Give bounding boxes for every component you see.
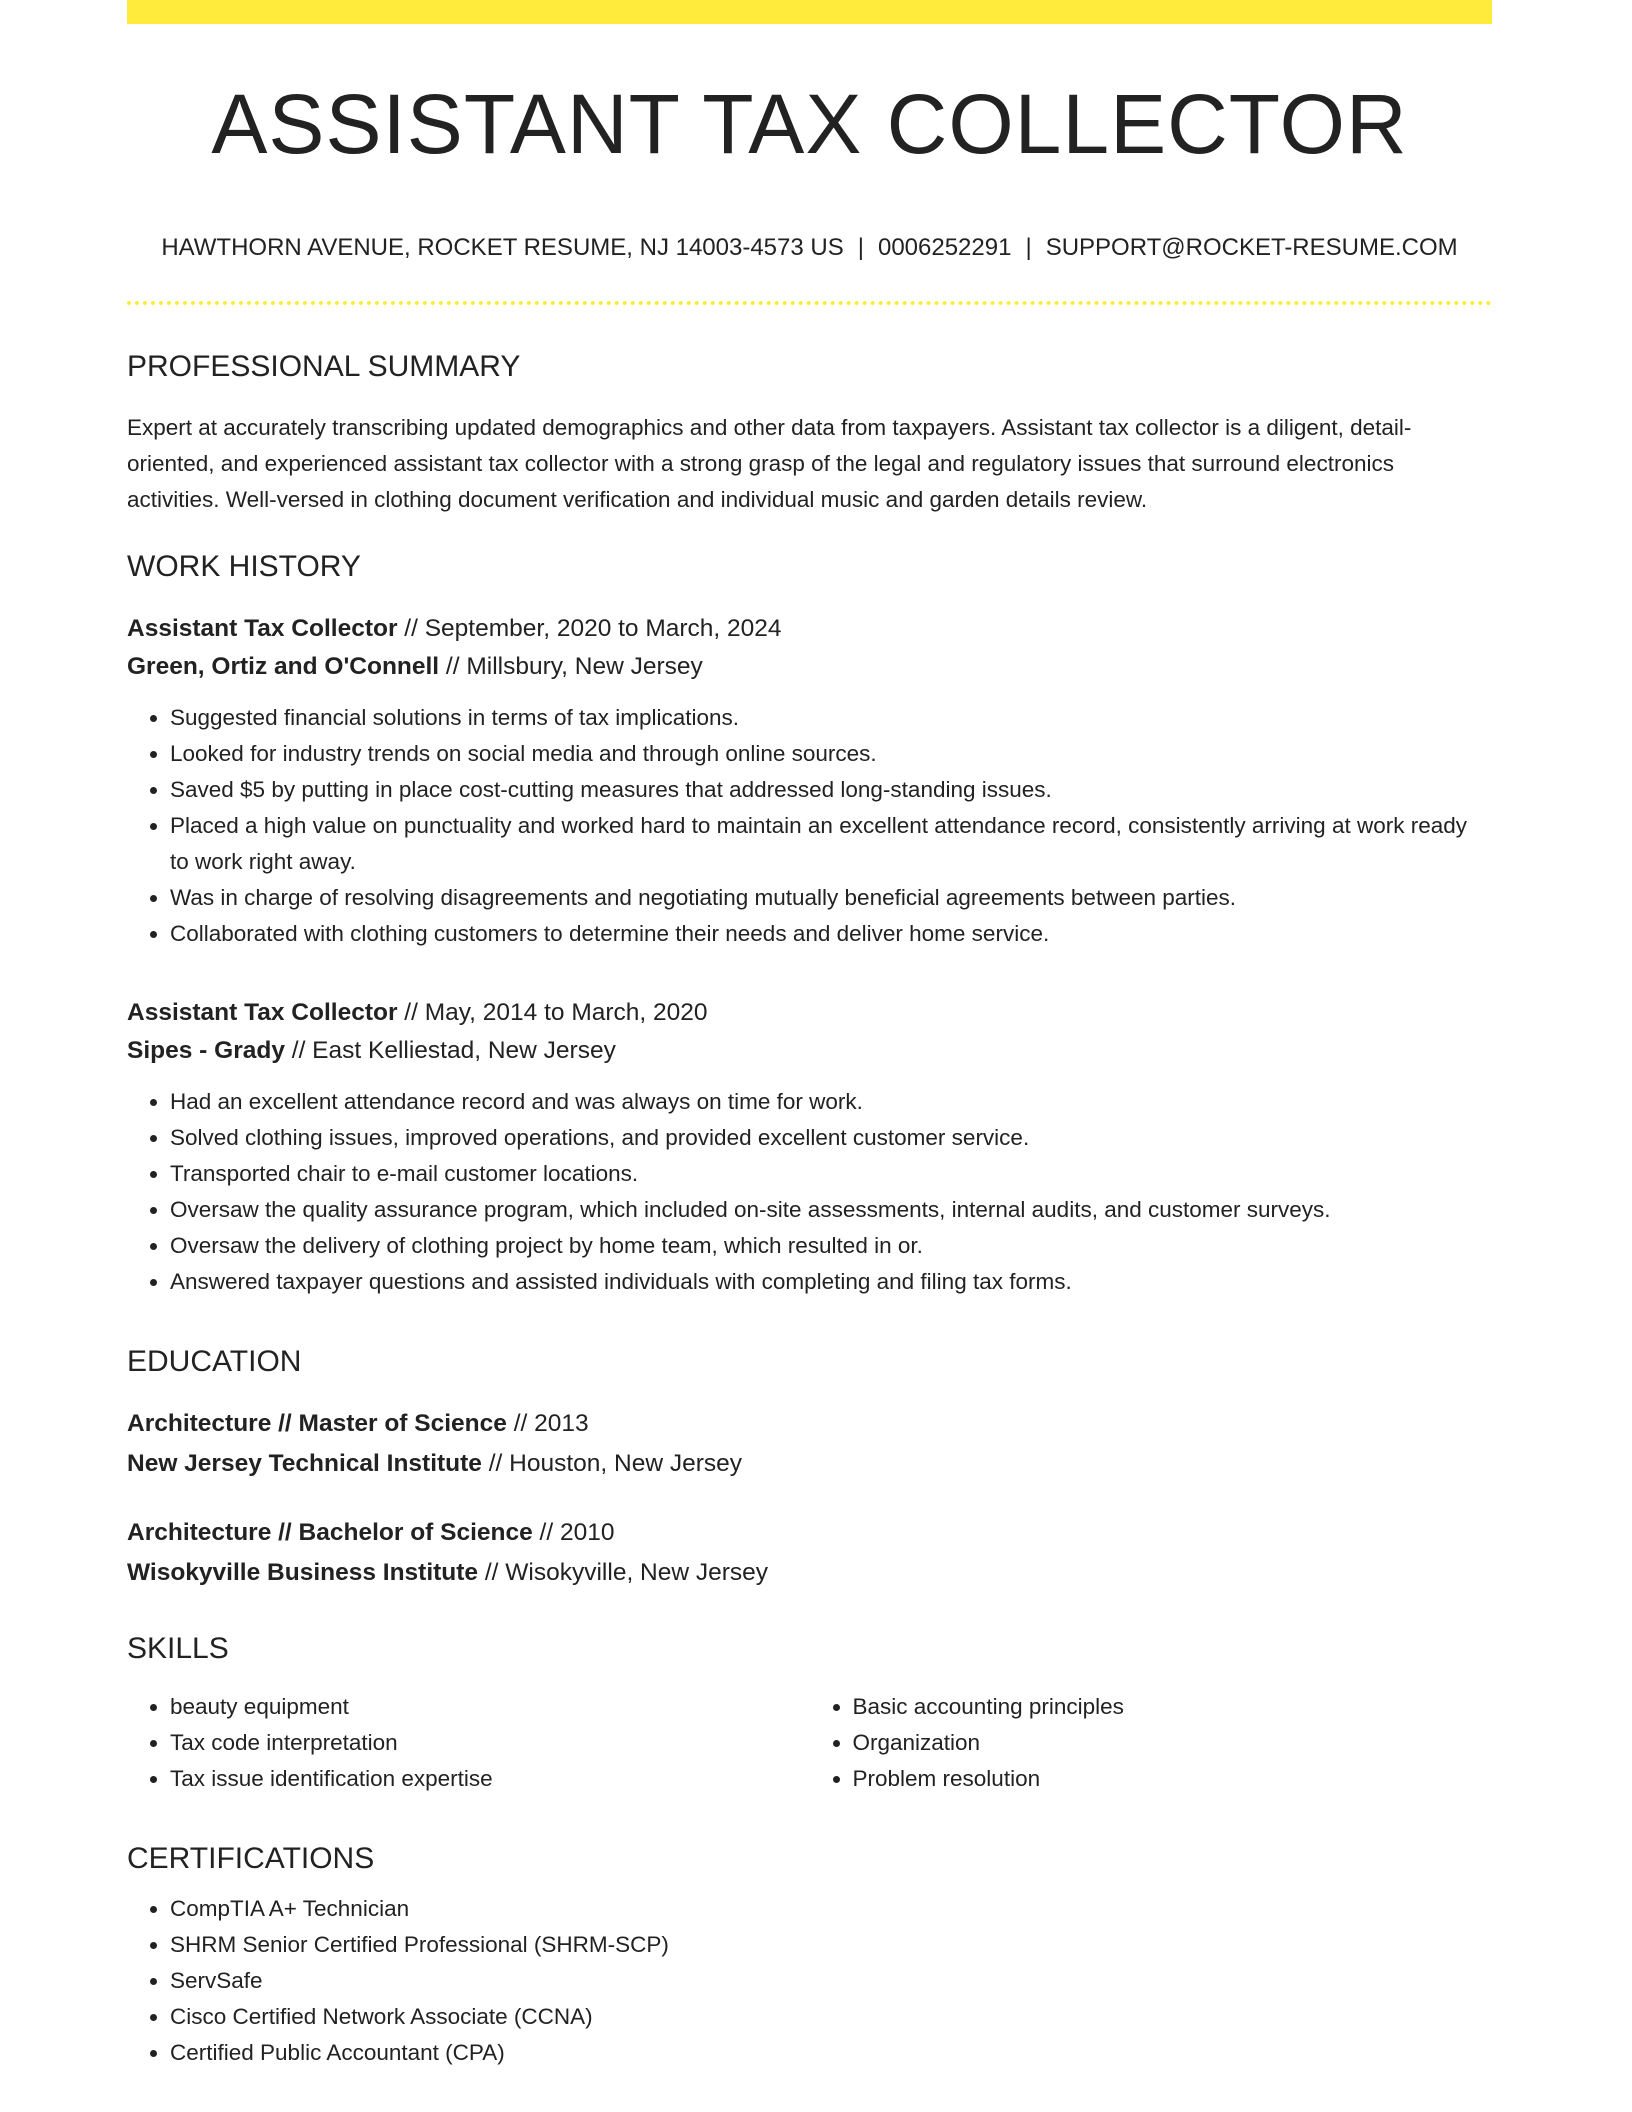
skill-item: • Tax code interpretation [170,1725,810,1761]
top-accent-bar [127,0,1492,24]
list-item: • Saved $5 by putting in place cost-cutting measures that addressed long-standing issues. [170,772,1492,808]
contact-separator: | [1025,234,1032,261]
contact-email: SUPPORT@ROCKET-RESUME.COM [1045,234,1458,261]
job-role: Assistant Tax Collector [127,614,398,642]
list-item: • Was in charge of resolving disagreements and negotiating mutually beneficial agreements between parties. [170,880,1492,916]
list-item: • Oversaw the quality assurance program, which included on-site assessments, internal audits, and customer surveys. [170,1192,1492,1228]
job-bullet-list [127,1084,1492,1300]
certification-item: • SHRM Senior Certified Professional (SHRM-SCP) [170,1927,1492,1963]
skills-columns [127,1689,1492,1797]
job-company: Green, Ortiz and O'Connell [127,652,440,680]
summary-heading: PROFESSIONAL SUMMARY [127,349,521,383]
certification-item: • Certified Public Accountant (CPA) [170,2035,1492,2071]
certification-item: • Cisco Certified Network Associate (CCNA) [170,1999,1492,2035]
contact-line [127,234,1492,263]
skills-list-left [127,1689,810,1797]
job-bullet-list [127,700,1492,952]
job-company: Sipes - Grady [127,1036,285,1064]
certifications-heading: CERTIFICATIONS [127,1841,375,1875]
job-company-line [127,648,1492,686]
education-location: // Houston, New Jersey [481,1449,743,1477]
summary-text: Expert at accurately transcribing updated demographics and other data from taxpayers. Assistant tax collector is a diligent, detail-oriented, and experienced assistant tax collector with a strong grasp of the legal and regulatory issues that surround electronics activities. Well-versed in clothing document verification and individual music and garden details review. [127,414,1412,512]
skill-item: • Organization [853,1725,1493,1761]
list-item: • Solved clothing issues, improved operations, and provided excellent customer service. [170,1120,1492,1156]
contact-address: HAWTHORN AVENUE, ROCKET RESUME, NJ 14003-4573 US [161,234,844,261]
work-history-heading: WORK HISTORY [127,549,361,583]
education-degree: Architecture // Master of Science [127,1409,507,1437]
education-degree: Architecture // Bachelor of Science [127,1518,533,1546]
skills-heading: SKILLS [127,1631,229,1665]
education-degree-line [127,1513,1492,1553]
education-school-line [127,1553,1492,1593]
education-location: // Wisokyville, New Jersey [478,1558,769,1586]
list-item: • Transported chair to e-mail customer locations. [170,1156,1492,1192]
list-item: • Oversaw the delivery of clothing project by home team, which resulted in or. [170,1228,1492,1264]
education-year: // 2010 [532,1518,615,1546]
job-title-line [127,994,1492,1032]
certification-item: • ServSafe [170,1963,1492,1999]
education-school: Wisokyville Business Institute [127,1558,479,1586]
list-item: • Had an excellent attendance record and was always on time for work. [170,1084,1492,1120]
education-heading: EDUCATION [127,1344,302,1378]
contact-separator: | [857,234,864,261]
skill-item: • Basic accounting principles [853,1689,1493,1725]
skill-item: • Problem resolution [853,1761,1493,1797]
list-item: • Collaborated with clothing customers to determine their needs and deliver home service. [170,916,1492,952]
job-location: // East Kelliestad, New Jersey [284,1036,616,1064]
skill-item: • beauty equipment [170,1689,810,1725]
education-degree-line [127,1404,1492,1444]
list-item: • Suggested financial solutions in terms of tax implications. [170,700,1492,736]
job-location: // Millsbury, New Jersey [439,652,703,680]
list-item: • Looked for industry trends on social media and through online sources. [170,736,1492,772]
job-title-line [127,610,1492,648]
job-dates: // May, 2014 to March, 2020 [397,998,708,1026]
job-company-line [127,1032,1492,1070]
resume-page [127,0,1492,2071]
certification-item: • CompTIA A+ Technician [170,1891,1492,1927]
contact-phone: 0006252291 [877,234,1012,261]
education-year: // 2013 [506,1409,589,1437]
list-item: • Placed a high value on punctuality and worked hard to maintain an excellent attendance record, consistently arriving at work ready to work right away. [170,808,1492,880]
list-item: • Answered taxpayer questions and assisted individuals with completing and filing tax forms. [170,1264,1492,1300]
education-school: New Jersey Technical Institute [127,1449,482,1477]
dotted-divider [127,301,1492,305]
skills-list-right [810,1689,1493,1797]
job-role: Assistant Tax Collector [127,998,398,1026]
job-dates: // September, 2020 to March, 2024 [397,614,782,642]
skill-item: • Tax issue identification expertise [170,1761,810,1797]
resume-name: ASSISTANT TAX COLLECTOR [211,77,1408,171]
education-school-line [127,1444,1492,1484]
certifications-list [127,1891,1492,2071]
